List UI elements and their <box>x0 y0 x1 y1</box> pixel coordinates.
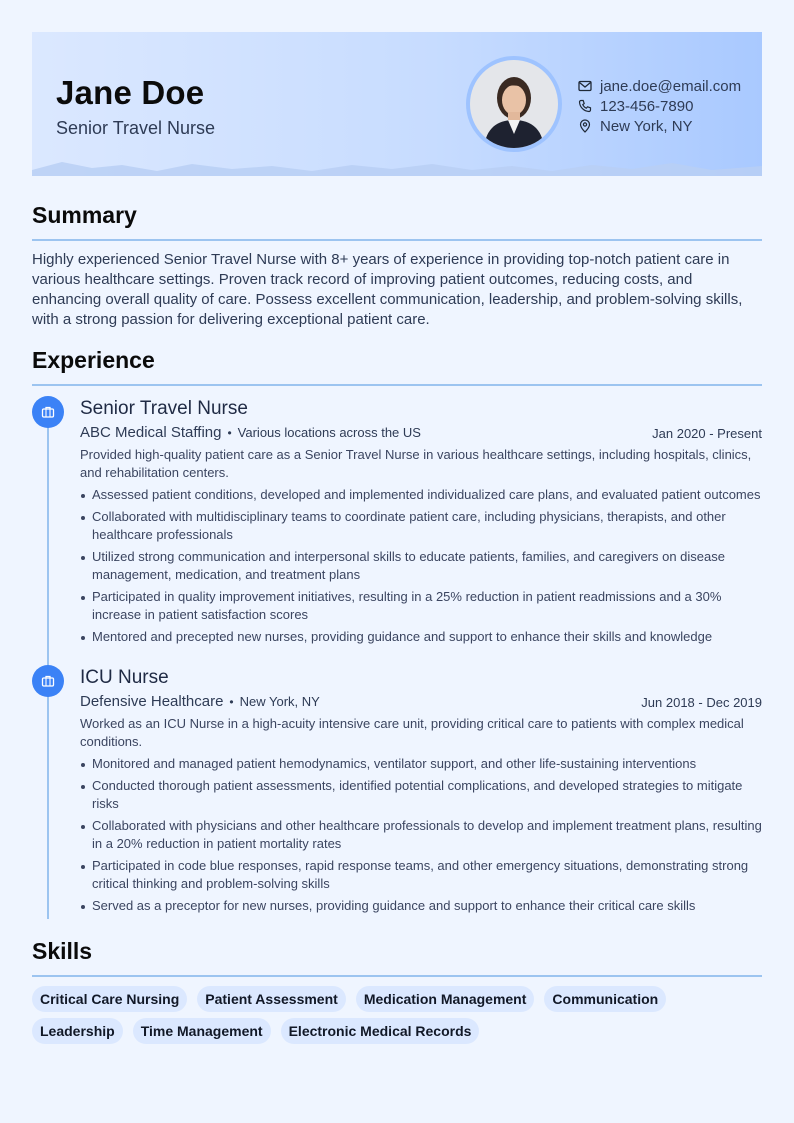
contact-email[interactable] <box>578 76 741 96</box>
job-location: New York, NY <box>239 694 320 709</box>
list-item: Conducted thorough patient assessments, identified potential complications, and developed strategies to mitigate risks <box>80 777 762 813</box>
map-pin-icon <box>578 119 592 133</box>
list-item: Served as a preceptor for new nurses, providing guidance and support to enhance their critical care skills <box>80 897 762 915</box>
list-item: Monitored and managed patient hemodynamics, ventilator support, and other life-sustaining interventions <box>80 755 762 773</box>
skills-row <box>32 986 762 1012</box>
job-dates: Jun 2018 - Dec 2019 <box>641 695 762 710</box>
job-title: ICU Nurse <box>80 667 169 688</box>
meta-separator: • <box>229 695 234 709</box>
briefcase-icon <box>32 665 64 697</box>
mail-icon <box>578 79 592 93</box>
contact-location <box>578 116 741 136</box>
contact-info <box>578 76 741 136</box>
job-company: ABC Medical Staffing <box>80 424 222 441</box>
header-wave-decoration <box>32 160 762 176</box>
skill-chip: Electronic Medical Records <box>281 1018 480 1044</box>
meta-separator: • <box>227 426 232 440</box>
list-item: Utilized strong communication and interpersonal skills to educate patients, families, and caregivers on disease management, medication, and treatment plans <box>80 548 762 584</box>
list-item: Assessed patient conditions, developed and implemented individualized care plans, and evaluated patient outcomes <box>80 486 762 504</box>
candidate-role: Senior Travel Nurse <box>56 118 216 138</box>
summary-heading: Summary <box>32 202 762 241</box>
contact-phone[interactable] <box>578 96 741 116</box>
job-location: Various locations across the US <box>237 425 421 440</box>
job-bullets <box>80 486 762 646</box>
briefcase-icon <box>32 396 64 428</box>
list-item: Participated in quality improvement initiatives, resulting in a 25% reduction in patient readmissions and a 30% increase in patient satisfaction scores <box>80 588 762 624</box>
job-meta <box>80 693 762 715</box>
candidate-name: Jane Doe <box>56 74 205 111</box>
job-company: Defensive Healthcare <box>80 693 224 710</box>
job-description: Provided high-quality patient care as a Senior Travel Nurse in various healthcare settings, including hospitals, clinics, and rehabilitation centers. <box>80 447 752 480</box>
list-item: Participated in code blue responses, rapid response teams, and other emergency situations, demonstrating strong critical thinking and problem-solving skills <box>80 857 762 893</box>
job-bullets <box>80 755 762 915</box>
job-description: Worked as an ICU Nurse in a high-acuity intensive care unit, providing critical care to patients with complex medical conditions. <box>80 716 744 749</box>
avatar <box>466 56 562 152</box>
skill-chip: Medication Management <box>356 986 535 1012</box>
skills-list <box>32 986 762 1050</box>
skill-chip: Patient Assessment <box>197 986 346 1012</box>
phone-text: 123-456-7890 <box>600 97 694 115</box>
skill-chip: Time Management <box>133 1018 271 1044</box>
skill-chip: Leadership <box>32 1018 123 1044</box>
resume-page <box>32 32 762 1039</box>
skills-row <box>32 1018 762 1044</box>
list-item: Collaborated with multidisciplinary teams to coordinate patient care, including physicians, therapists, and other healthcare professionals <box>80 508 762 544</box>
skill-chip: Communication <box>544 986 666 1012</box>
skills-heading: Skills <box>32 938 762 977</box>
job-title: Senior Travel Nurse <box>80 398 248 419</box>
summary-text: Highly experienced Senior Travel Nurse with 8+ years of experience in providing top-notch patient care in various healthcare settings. Proven track record of improving patient outcomes, reducing costs, and enhancing overall quality of care. Possess excellent communication, leadership, and problem-solving skills, with a strong passion for delivering exceptional patient care. <box>32 251 743 328</box>
job-dates: Jan 2020 - Present <box>652 426 762 441</box>
location-text: New York, NY <box>600 117 693 135</box>
skill-chip: Critical Care Nursing <box>32 986 187 1012</box>
experience-heading: Experience <box>32 347 762 386</box>
profile-photo <box>470 60 558 148</box>
list-item: Collaborated with physicians and other healthcare professionals to develop and implement treatment plans, resulting in a 20% reduction in patient mortality rates <box>80 817 762 853</box>
resume-header <box>32 32 762 176</box>
list-item: Mentored and precepted new nurses, providing guidance and support to enhance their skills and knowledge <box>80 628 762 646</box>
job-meta <box>80 424 762 446</box>
email-text: jane.doe@email.com <box>600 77 742 95</box>
phone-icon <box>578 99 592 113</box>
